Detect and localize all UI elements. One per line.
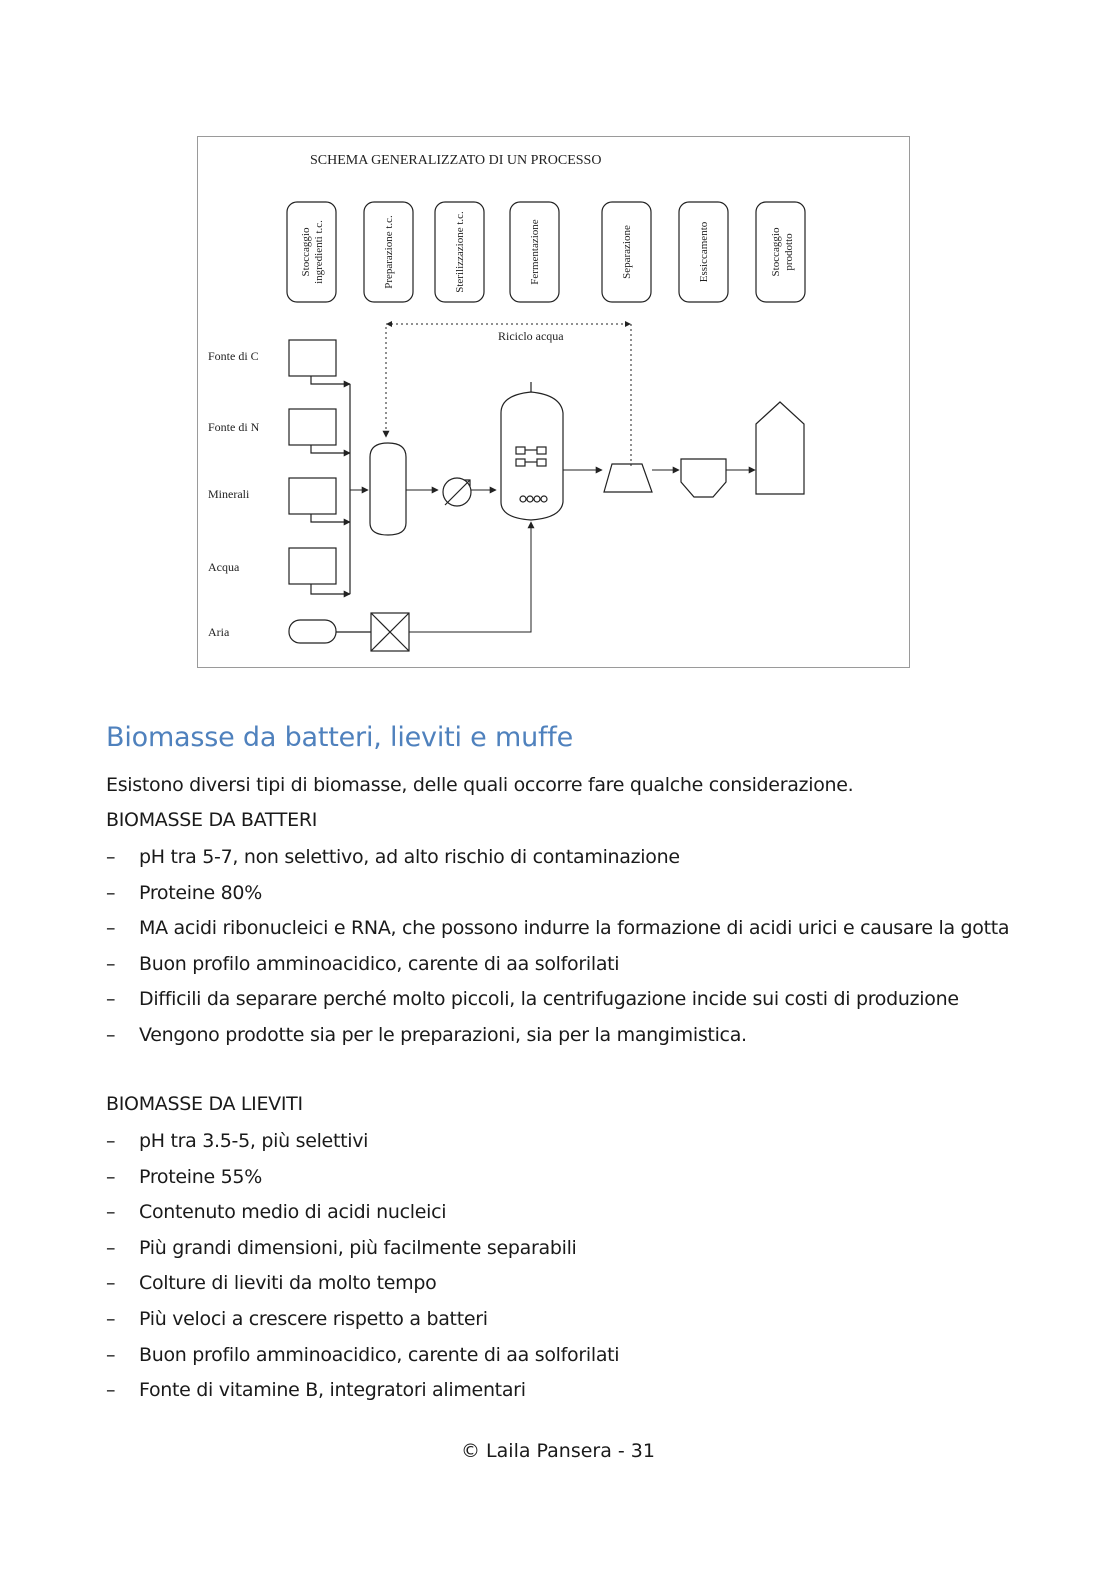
stage-label-7: Stoccaggioprodotto — [770, 227, 795, 277]
air-intake — [289, 620, 336, 643]
recycle-label: Riciclo acqua — [498, 329, 564, 343]
list-item: – Vengono prodotte sia per le preparazioni, sia per la mangimistica. — [106, 1023, 747, 1046]
fermenter — [501, 382, 563, 520]
product-silo — [756, 402, 804, 494]
preparation-vessel — [370, 443, 406, 535]
list-item: – Più veloci a crescere rispetto a batteri — [106, 1307, 488, 1330]
input-label-minerals: Minerali — [208, 487, 250, 501]
air-filter — [371, 613, 409, 651]
list-item: – Buon profilo amminoacidico, carente di aa solforilati — [106, 952, 620, 975]
yeast-title: BIOMASSE DA LIEVITI — [106, 1093, 303, 1115]
tank-minerals — [289, 478, 336, 514]
list-item: – Proteine 80% — [106, 881, 262, 904]
stage-label-1: Stoccaggioingredienti t.c. — [300, 220, 325, 284]
input-label-carbon: Fonte di C — [208, 349, 259, 363]
section-heading: Biomasse da batteri, lieviti e muffe — [106, 722, 574, 753]
stage-label-4: Fermentazione — [529, 219, 541, 285]
list-item: – Proteine 55% — [106, 1165, 262, 1188]
separator — [604, 464, 652, 492]
dryer — [681, 459, 726, 497]
list-item: – Buon profilo amminoacidico, carente di aa solforilati — [106, 1343, 620, 1366]
stage-label-6: Essiccamento — [698, 221, 710, 283]
process-diagram — [197, 136, 910, 668]
tank-carbon — [289, 340, 336, 376]
recycle-line — [386, 324, 631, 467]
diagram-title: SCHEMA GENERALIZZATO DI UN PROCESSO — [310, 153, 602, 168]
input-label-nitrogen: Fonte di N — [208, 420, 260, 434]
list-item: – Contenuto medio di acidi nucleici — [106, 1201, 447, 1224]
input-label-air: Aria — [208, 625, 230, 639]
list-item: – pH tra 5-7, non selettivo, ad alto rischio di contaminazione — [106, 846, 680, 868]
sterilizer — [443, 478, 471, 506]
list-item: – Più grandi dimensioni, più facilmente separabili — [106, 1236, 577, 1259]
page-footer: © Laila Pansera - 31 — [461, 1440, 655, 1462]
list-item: – Difficili da separare perché molto piccoli, la centrifugazione incide sui costi di produzione — [106, 988, 959, 1011]
stage-label-3: Sterilizzazione t.c. — [454, 211, 466, 293]
yeast-list — [106, 1124, 619, 1409]
stage-label-5: Separazione — [621, 225, 633, 279]
stage-label-2: Preparazione t.c. — [383, 215, 395, 289]
tank-nitrogen — [289, 409, 336, 445]
input-label-water: Acqua — [208, 560, 240, 574]
tank-water — [289, 548, 336, 584]
bacteria-list — [106, 840, 1009, 1054]
stage-boxes — [287, 202, 805, 302]
list-item: – Colture di lieviti da molto tempo — [106, 1272, 437, 1295]
list-item: – Fonte di vitamine B, integratori alimentari — [106, 1379, 526, 1402]
bacteria-title: BIOMASSE DA BATTERI — [106, 809, 318, 831]
list-item: – MA acidi ribonucleici e RNA, che possono indurre la formazione di acidi urici e causare la gotta — [106, 917, 1010, 940]
intro-text: Esistono diversi tipi di biomasse, delle quali occorre fare qualche considerazione. — [106, 774, 854, 796]
list-item: – pH tra 3.5-5, più selettivi — [106, 1130, 369, 1152]
